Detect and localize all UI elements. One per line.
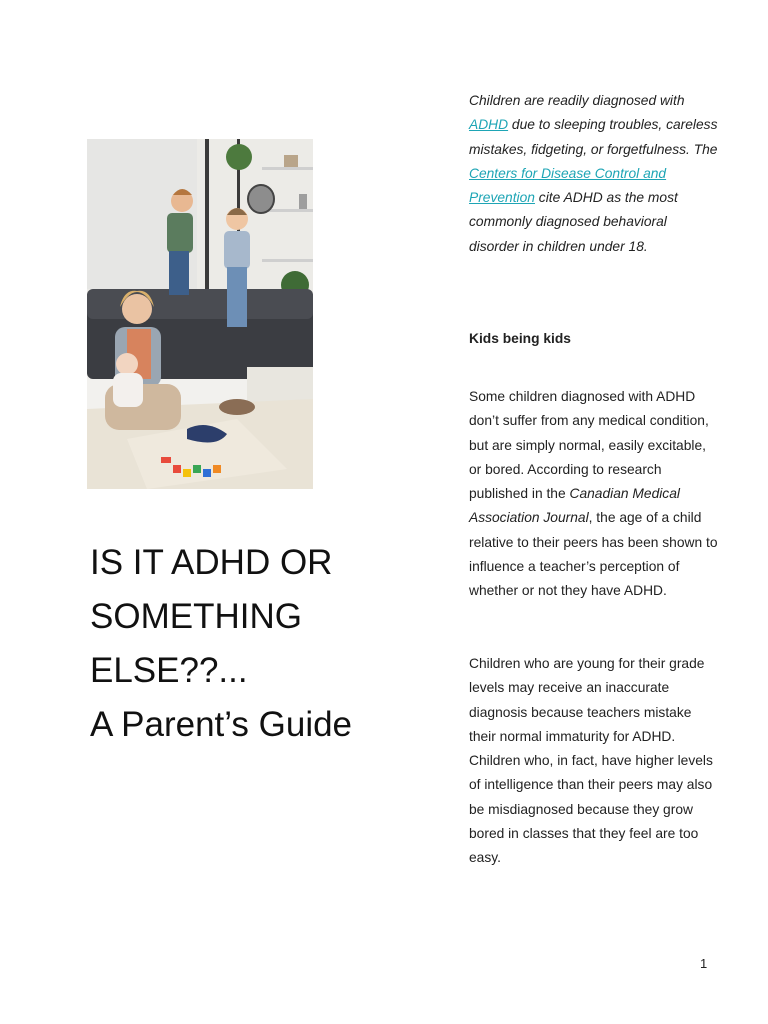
paragraph-text: , the age of a child relative to their peers has been shown to influence a teacher’s perception of whether or not they have ADHD. <box>469 510 718 599</box>
title-line: A Parent’s Guide <box>90 705 353 744</box>
body-paragraph: Children who are young for their grade levels may receive an inaccurate diagnosis because teachers mistake their normal immaturity for ADHD. Children who, in fact, have higher levels of intelligence than their peers may also be misdiagnosed because they grow bored in classes that they feel are too easy. <box>469 656 713 866</box>
cdc-link[interactable]: Centers for Disease Control and Prevention <box>469 165 667 206</box>
paragraph-text: Some children diagnosed with ADHD don’t suffer from any medical condition, but are simply normal, easily excitable, or bored. According to research published in the <box>469 389 709 502</box>
intro-text: due to sleeping troubles, careless mistakes, fidgeting, or forgetfulness. The <box>469 117 718 157</box>
section-heading: Kids being kids <box>469 331 571 346</box>
intro-paragraph <box>469 89 719 259</box>
body-paragraph <box>469 385 719 604</box>
intro-text: Children are readily diagnosed with <box>469 93 685 108</box>
journal-title: Canadian Medical Association Journal <box>469 486 680 526</box>
intro-text: cite ADHD as the most commonly diagnosed behavioral disorder in children under 18. <box>469 190 678 254</box>
family-photo <box>87 139 313 489</box>
page-title <box>90 536 410 752</box>
adhd-link[interactable]: ADHD <box>469 117 509 133</box>
page-number: 1 <box>700 956 708 971</box>
title-line: SOMETHING <box>90 597 302 636</box>
title-line: IS IT ADHD OR <box>90 543 333 582</box>
title-line: ELSE??... <box>90 651 248 690</box>
